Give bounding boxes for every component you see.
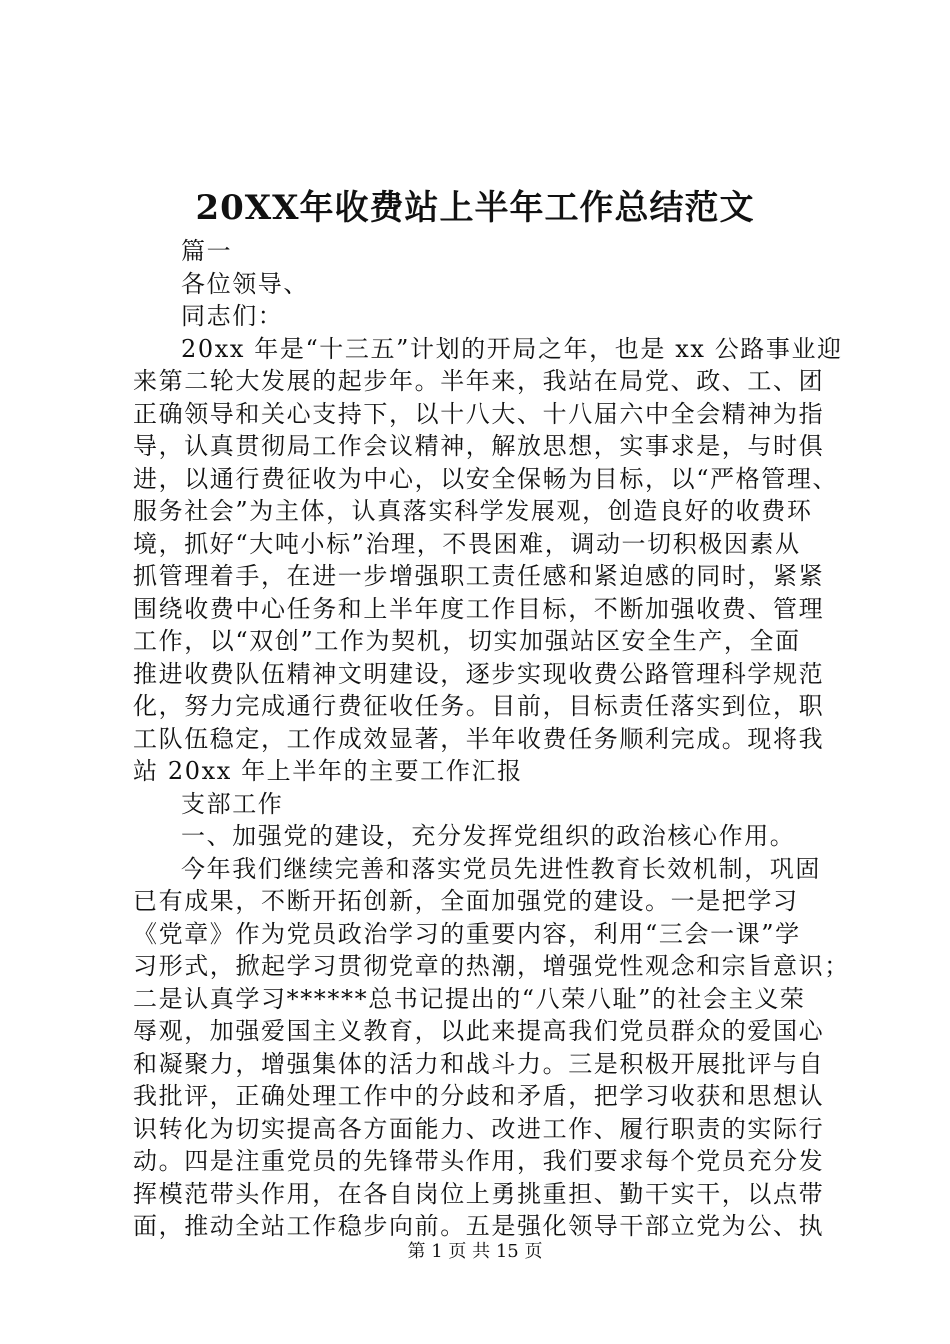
- text-line: 服务社会”为主体，认真落实科学发展观，创造良好的收费环: [133, 497, 813, 525]
- text-line: 站 20xx 年上半年的主要工作汇报: [133, 757, 523, 785]
- text-line: 和凝聚力，增强集体的活力和战斗力。三是积极开展批评与自: [133, 1049, 825, 1078]
- text-line: 识转化为切实提高各方面能力、改进工作、履行职责的实际行: [133, 1114, 825, 1143]
- document-body: [133, 235, 850, 1243]
- text-line: 导，认真贯彻局工作会议精神，解放思想，实事求是，与时俱: [133, 432, 825, 460]
- page-footer: 第 1 页 共 15 页: [407, 1241, 543, 1262]
- text-line: 二是认真学习******总书记提出的“八荣八耻”的社会主义荣: [133, 984, 806, 1013]
- text-line: 今年我们继续完善和落实党员先进性教育长效机制，巩固: [181, 854, 821, 883]
- text-line: 来第二轮大发展的起步年。半年来，我站在局党、政、工、团: [133, 367, 825, 395]
- text-line: 抓管理着手，在进一步增强职工责任感和紧迫感的同时，紧紧: [133, 562, 825, 590]
- text-line: 挥模范带头作用，在各自岗位上勇挑重担、勤干实干，以点带: [133, 1179, 825, 1208]
- text-line: 面，推动全站工作稳步向前。五是强化领导干部立党为公、执: [133, 1212, 825, 1240]
- text-line: 已有成果，不断开拓创新，全面加强党的建设。一是把学习: [133, 887, 799, 915]
- text-line: 工队伍稳定，工作成效显著，半年收费任务顺利完成。现将我: [133, 724, 825, 753]
- text-line: 化，努力完成通行费征收任务。目前，目标责任落实到位，职: [133, 692, 825, 720]
- text-line: 篇一: [181, 237, 233, 265]
- text-line: 20xx 年是“十三五”计划的开局之年，也是 xx 公路事业迎: [181, 334, 843, 363]
- text-line: 我批评，正确处理工作中的分歧和矛盾，把学习收获和思想认: [133, 1082, 825, 1110]
- text-line: 围绕收费中心任务和上半年度工作目标，不断加强收费、管理: [133, 594, 825, 623]
- text-line: 辱观，加强爱国主义教育，以此来提高我们党员群众的爱国心: [133, 1017, 825, 1045]
- text-line: 工作，以“双创”工作为契机，切实加强站区安全生产，全面: [133, 627, 801, 655]
- text-line: 正确领导和关心支持下，以十八大、十八届六中全会精神为指: [133, 399, 825, 428]
- text-line: 境，抓好“大吨小标”治理，不畏困难，调动一切积极因素从: [133, 529, 801, 558]
- text-line: 进，以通行费征收为中心，以安全保畅为目标，以“严格管理、: [133, 464, 839, 493]
- text-line: 各位领导、: [181, 269, 309, 298]
- text-line: 一、加强党的建设，充分发挥党组织的政治核心作用。: [181, 822, 796, 850]
- text-line: 支部工作: [181, 789, 284, 818]
- text-line: 习形式，掀起学习贯彻党章的热潮，增强党性观念和宗旨意识；: [133, 952, 850, 980]
- text-line: 推进收费队伍精神文明建设，逐步实现收费公路管理科学规范: [133, 659, 825, 688]
- text-line: 《党章》作为党员政治学习的重要内容，利用“三会一课”学: [133, 919, 801, 948]
- text-line: 动。四是注重党员的先锋带头作用，我们要求每个党员充分发: [133, 1147, 825, 1175]
- document-title: 20XX年收费站上半年工作总结范文: [195, 188, 755, 228]
- text-line: 同志们：: [181, 302, 284, 330]
